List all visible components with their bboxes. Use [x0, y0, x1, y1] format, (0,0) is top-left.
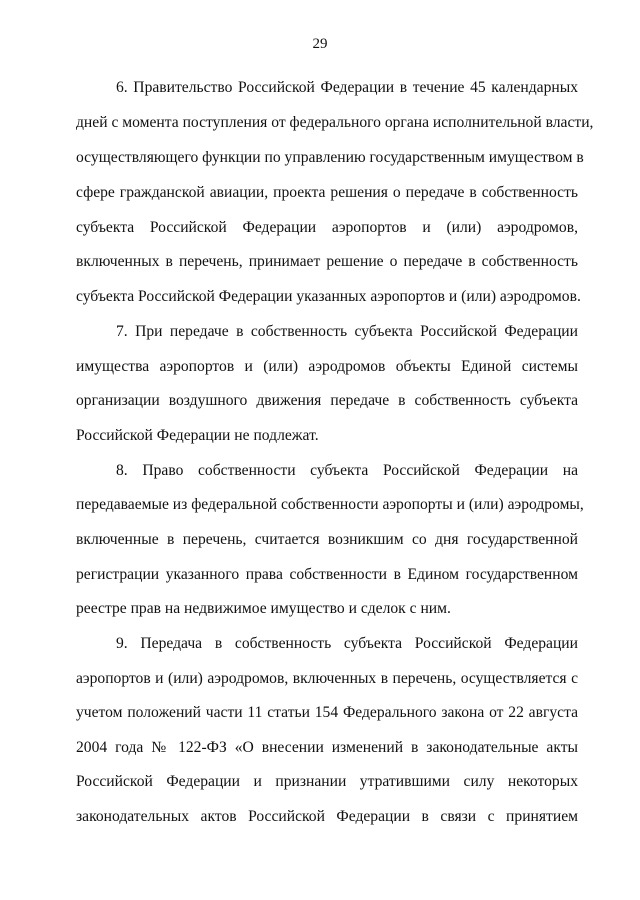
paragraph-7-line-1: 7. При передаче в собственность субъекта Российской Федерации	[116, 323, 578, 340]
paragraph-9-line-5: Российской Федерации и признании утратившими силу некоторых	[76, 773, 578, 790]
page-number: 29	[312, 36, 328, 52]
paragraph-7-line-2: имущества аэропортов и (или) аэродромов объекты Единой системы	[76, 358, 578, 375]
paragraph-9-line-1: 9. Передача в собственность субъекта Российской Федерации	[116, 635, 578, 652]
paragraph-7-line-3: организации воздушного движения передаче в собственность субъекта	[76, 392, 578, 409]
paragraph-8-line-2: передаваемые из федеральной собственности аэропорты и (или) аэродромы,	[76, 496, 584, 513]
paragraph-8-line-4: регистрации указанного права собственности в Едином государственном	[76, 566, 578, 583]
paragraph-9-line-6: законодательных актов Российской Федерации в связи с принятием	[76, 808, 578, 825]
paragraph-9-line-4: 2004 года № 122-ФЗ «О внесении изменений в законодательные акты	[76, 739, 578, 756]
paragraph-6-line-6: включенных в перечень, принимает решение о передаче в собственность	[76, 253, 578, 270]
paragraph-8-line-5: реестре прав на недвижимое имущество и сделок с ним.	[76, 600, 451, 617]
paragraph-8-line-1: 8. Право собственности субъекта Российской Федерации на	[116, 462, 578, 479]
paragraph-9-line-2: аэропортов и (или) аэродромов, включенных в перечень, осуществляется с	[76, 670, 578, 687]
paragraph-6-line-1: 6. Правительство Российской Федерации в течение 45 календарных	[116, 79, 578, 96]
paragraph-6-line-5: субъекта Российской Федерации аэропортов и (или) аэродромов,	[76, 219, 578, 236]
paragraph-6-line-2: дней с момента поступления от федерального органа исполнительной власти,	[76, 114, 594, 131]
paragraph-8-line-3: включенные в перечень, считается возникшим со дня государственной	[76, 531, 578, 548]
paragraph-9-line-3: учетом положений части 11 статьи 154 Федерального закона от 22 августа	[76, 704, 578, 721]
paragraph-7-line-4: Российской Федерации не подлежат.	[76, 427, 319, 444]
paragraph-6-line-4: сфере гражданской авиации, проекта решения о передаче в собственность	[76, 184, 578, 201]
paragraph-6-line-7: субъекта Российской Федерации указанных аэропортов и (или) аэродромов.	[76, 288, 581, 305]
paragraph-6-line-3: осуществляющего функции по управлению государственным имуществом в	[76, 149, 584, 166]
